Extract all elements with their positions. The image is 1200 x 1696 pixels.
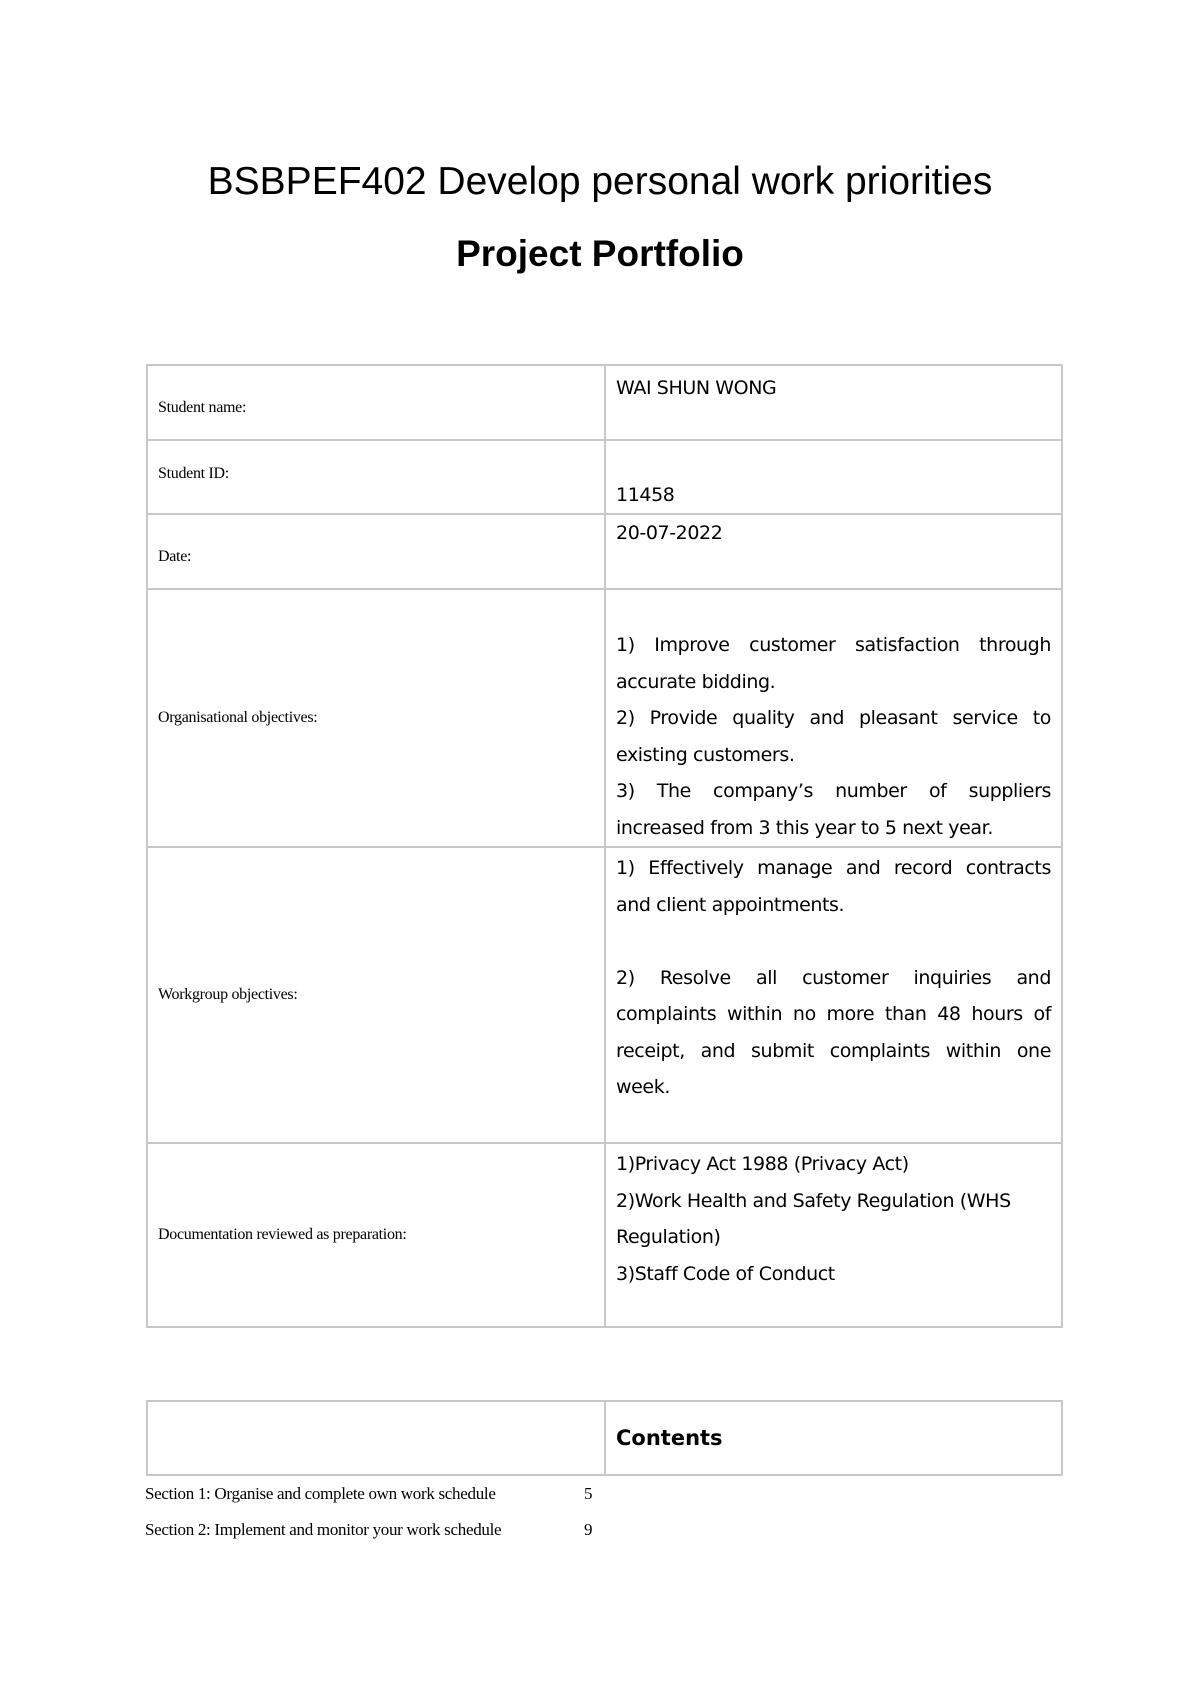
organisational-objectives-value — [605, 589, 1062, 847]
document-subtitle: Project Portfolio — [456, 233, 744, 274]
workgroup-objective-item: 2) Resolve all customer inquiries and complaints within no more than 48 hours of receipt, and submit complaints within one week. — [616, 966, 1051, 1098]
organisational-objective-item: 2) Provide quality and pleasant service to existing customers. — [616, 707, 1051, 766]
table-row — [147, 514, 1062, 589]
student-id-text: 11458 — [616, 483, 675, 506]
workgroup-objective-item: 1) Effectively manage and record contracts and client appointments. — [616, 857, 1051, 916]
table-row — [147, 1401, 1062, 1475]
toc-entry-section-2[interactable]: Section 2: Implement and monitor your work schedule — [145, 1520, 502, 1539]
workgroup-objectives-label: Workgroup objectives: — [147, 847, 605, 1143]
organisational-objective-item: 1) Improve customer satisfaction through accurate bidding. — [616, 634, 1051, 693]
student-info-table — [146, 364, 1063, 1328]
documentation-item: 1)Privacy Act 1988 (Privacy Act) — [616, 1153, 909, 1175]
workgroup-objectives-value — [605, 847, 1062, 1143]
documentation-item: 3)Staff Code of Conduct — [616, 1262, 835, 1285]
contents-table — [146, 1400, 1063, 1476]
document-title: BSBPEF402 Develop personal work priorities — [207, 160, 993, 203]
table-row — [147, 847, 1062, 1143]
student-id-label: Student ID: — [147, 440, 605, 514]
student-id-value — [605, 440, 1062, 514]
documentation-item: 2)Work Health and Safety Regulation (WHS Regulation) — [616, 1189, 1011, 1248]
documentation-reviewed-value — [605, 1143, 1062, 1327]
toc-entry-section-1[interactable]: Section 1: Organise and complete own work schedule — [145, 1484, 496, 1503]
organisational-objectives-label: Organisational objectives: — [147, 589, 605, 847]
organisational-objective-item: 3) The company’s number of suppliers increased from 3 this year to 5 next year. — [616, 780, 1051, 839]
table-row — [147, 589, 1062, 847]
student-name-value — [605, 365, 1062, 440]
date-label: Date: — [147, 514, 605, 589]
toc-page-number: 9 — [584, 1520, 593, 1539]
toc-page-number: 5 — [584, 1484, 593, 1503]
contents-empty-cell — [147, 1401, 605, 1475]
documentation-reviewed-label: Documentation reviewed as preparation: — [147, 1143, 605, 1327]
contents-heading: Contents — [605, 1401, 1062, 1475]
student-name-text: WAI SHUN WONG — [616, 377, 777, 399]
table-row — [147, 365, 1062, 440]
student-name-label: Student name: — [147, 365, 605, 440]
table-row — [147, 1143, 1062, 1327]
table-row — [147, 440, 1062, 514]
date-text: 20-07-2022 — [616, 522, 723, 544]
date-value — [605, 514, 1062, 589]
